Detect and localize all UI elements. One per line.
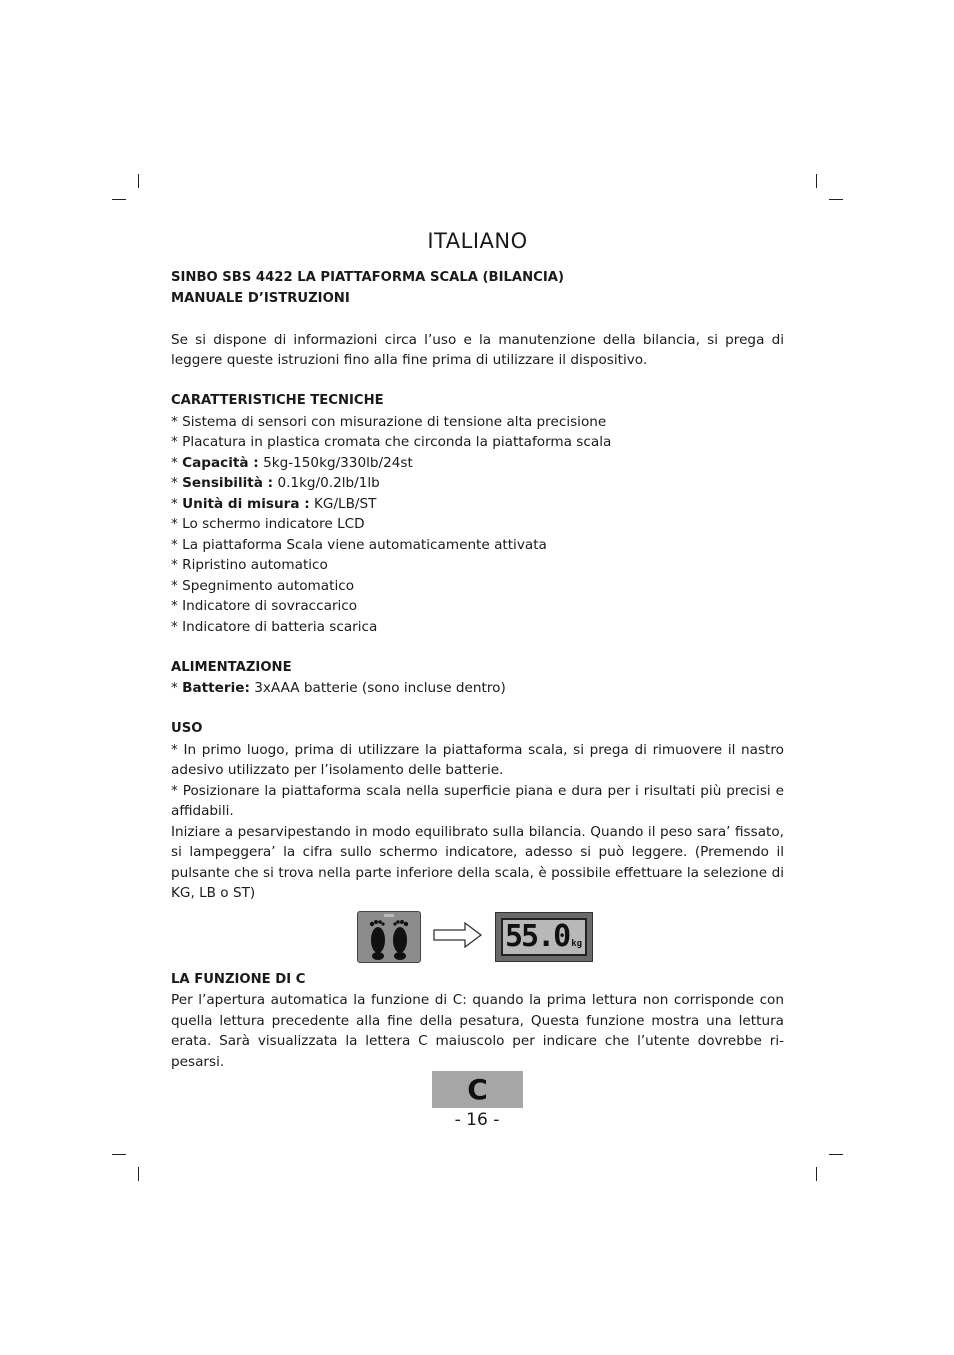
- crop-mark: [816, 174, 817, 188]
- usage-heading: USO: [171, 721, 203, 736]
- crop-mark: [112, 1154, 126, 1155]
- spec-item: * Lo schermo indicatore LCD: [171, 516, 365, 532]
- page-content: [171, 228, 784, 1072]
- footprints-icon: [357, 911, 421, 963]
- c-display-icon: C: [432, 1071, 523, 1108]
- spec-value: 5kg-150kg/330lb/24st: [258, 454, 413, 471]
- spec-item: * Placatura in plastica cromata che circonda la piattaforma scala: [171, 434, 612, 450]
- power-heading: ALIMENTAZIONE: [171, 659, 292, 675]
- spec-label: Capacità :: [182, 454, 259, 471]
- crop-mark: [138, 1167, 139, 1181]
- spec-item-unit: * Unità di misura : KG/LB/ST: [171, 495, 377, 512]
- battery-item: * Batterie: 3xAAA batterie (sono incluse dentro): [171, 680, 506, 696]
- page-number: - 16 -: [454, 1110, 500, 1130]
- spec-value: KG/LB/ST: [309, 495, 377, 512]
- spec-item: * La piattaforma Scala viene automaticamente attivata: [171, 536, 547, 553]
- spec-label: Sensibilità :: [182, 475, 274, 491]
- crop-mark: [829, 1154, 843, 1155]
- spec-item: * Indicatore di batteria scarica: [171, 618, 378, 635]
- spec-item: * Indicatore di sovraccarico: [171, 598, 358, 614]
- intro-paragraph: Se si dispone di informazioni circa l’uso e la manutenzione della bilancia, si prega di leggere queste istruzioni fino alla fine prima di utilizzare il dispositivo.: [171, 331, 784, 368]
- usage-paragraph: * Posizionare la piattaforma scala nella superficie piana e dura per i risultati più precisi e affidabili.: [171, 782, 784, 819]
- battery-label: Batterie:: [182, 680, 250, 696]
- usage-figure: [168, 910, 781, 964]
- c-function-paragraph: Per l’apertura automatica la funzione di C: quando la prima lettura non corrisponde con quella lettura precedente alla fine della pesatura, Questa funzione mostra una lettura erata. Sarà visualizzata la lettera C maiuscolo per indicare che l’utente dovrebbe ri-pesarsi.: [171, 992, 784, 1070]
- c-function-heading: LA FUNZIONE DI C: [171, 971, 306, 987]
- crop-mark: [112, 199, 126, 200]
- spec-item-capacity: * Capacità : 5kg-150kg/330lb/24st: [171, 454, 413, 471]
- lcd-screen: [501, 918, 587, 956]
- battery-value: 3xAAA batterie (sono incluse dentro): [249, 680, 506, 696]
- spec-item: * Sistema di sensori con misurazione di tensione alta precisione: [171, 413, 607, 430]
- usage-paragraph: Iniziare a pesarvipestando in modo equilibrato sulla bilancia. Quando il peso sara’ fissato, si lampeggera’ la cifra sullo schermo indicatore, adesso si può leggere. (Premendo il pulsante che si trova nella parte inferiore della scala, è possibile effettuare la selezione di KG, LB o ST): [171, 823, 784, 901]
- spec-value: 0.1kg/0.2lb/1lb: [273, 475, 380, 491]
- spec-item-sensitivity: * Sensibilità : 0.1kg/0.2lb/1lb: [171, 475, 380, 491]
- document-subtitle: MANUALE D’ISTRUZIONI: [171, 290, 350, 306]
- lcd-display: [495, 912, 593, 962]
- crop-mark: [816, 1167, 817, 1181]
- usage-paragraph: * In primo luogo, prima di utilizzare la piattaforma scala, si prega di rimuovere il nastro adesivo utilizzato per l’isolamento delle batterie.: [171, 741, 784, 778]
- language-title: ITALIANO: [427, 229, 528, 253]
- right-arrow-icon: [433, 922, 483, 952]
- crop-mark: [829, 199, 843, 200]
- lcd-reading: 55.0: [504, 919, 570, 954]
- lcd-unit: kg: [571, 938, 583, 949]
- specs-heading: CARATTERISTICHE TECNICHE: [171, 393, 384, 408]
- spec-item: * Ripristino automatico: [171, 557, 328, 573]
- spec-label: Unità di misura :: [182, 495, 310, 512]
- spec-item: * Spegnimento automatico: [171, 577, 355, 594]
- crop-mark: [138, 174, 139, 188]
- document-title: SINBO SBS 4422 LA PIATTAFORMA SCALA (BILANCIA): [171, 270, 564, 285]
